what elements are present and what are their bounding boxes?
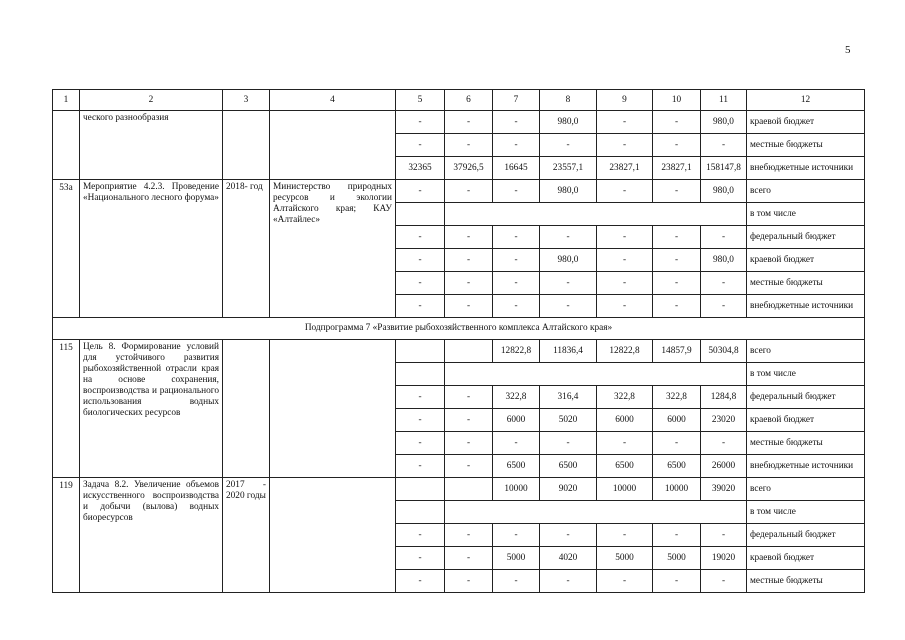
value-cell: 16645 [493,157,540,180]
value-cell: - [540,226,597,249]
row-number: 53а [53,180,80,318]
value-cell: - [396,432,445,455]
funding-source: местные бюджеты [747,134,865,157]
value-cell: 23827,1 [653,157,701,180]
executor-cell [270,340,396,478]
value-cell: - [396,226,445,249]
blank-value-cell [445,501,747,524]
value-cell [445,340,493,363]
funding-source: всего [747,478,865,501]
value-cell: - [445,272,493,295]
blank-value-cell [445,203,747,226]
column-header-7: 7 [493,90,540,111]
funding-source: краевой бюджет [747,547,865,570]
value-cell: 23557,1 [540,157,597,180]
value-cell: 980,0 [701,111,747,134]
subprogram-row [53,318,865,340]
value-cell: - [653,432,701,455]
blank-value-cell [445,363,747,386]
column-header-2: 2 [80,90,223,111]
value-cell: 5000 [653,547,701,570]
value-cell: - [396,386,445,409]
funding-source: местные бюджеты [747,570,865,593]
funding-source: федеральный бюджет [747,386,865,409]
value-cell: - [396,455,445,478]
value-cell: 23020 [701,409,747,432]
value-cell: - [493,295,540,318]
activity-name: Задача 8.2. Увеличение объемов искусственного воспроизводства и добычи (вылова) водных биоресурсов [80,478,223,593]
page-number: 5 [845,44,851,56]
value-cell: - [653,524,701,547]
value-cell [396,478,445,501]
value-cell [445,478,493,501]
funding-source: местные бюджеты [747,272,865,295]
value-cell: - [396,272,445,295]
value-cell: - [445,547,493,570]
value-cell: - [701,524,747,547]
value-cell: - [493,180,540,203]
value-cell: 6000 [597,409,653,432]
value-cell: 980,0 [540,180,597,203]
value-cell: - [445,455,493,478]
value-cell: - [540,524,597,547]
value-cell: - [653,111,701,134]
value-cell: - [445,111,493,134]
value-cell: 980,0 [701,249,747,272]
value-cell: - [597,570,653,593]
executor-cell: Министерство природных ресурсов и экологии Алтайского края; КАУ «Алтайлес» [270,180,396,318]
value-cell: - [597,111,653,134]
value-cell: 158147,8 [701,157,747,180]
value-cell: - [653,272,701,295]
value-cell: - [493,272,540,295]
value-cell: - [597,226,653,249]
value-cell: - [653,180,701,203]
value-cell: 6000 [653,409,701,432]
value-cell: - [597,249,653,272]
value-cell: - [653,249,701,272]
funding-source: краевой бюджет [747,249,865,272]
term-cell: 2018- год [223,180,270,318]
value-cell: 10000 [597,478,653,501]
funding-source: краевой бюджет [747,409,865,432]
value-cell [396,340,445,363]
value-cell: 6500 [540,455,597,478]
value-cell: 10000 [493,478,540,501]
term-cell: 2017 - 2020 годы [223,478,270,593]
value-cell: 980,0 [701,180,747,203]
funding-source: федеральный бюджет [747,524,865,547]
funding-source: местные бюджеты [747,432,865,455]
value-cell: - [701,272,747,295]
column-header-3: 3 [223,90,270,111]
funding-source: всего [747,340,865,363]
value-cell: 322,8 [653,386,701,409]
value-cell: 4020 [540,547,597,570]
table-row [53,340,865,363]
value-cell: - [597,432,653,455]
value-cell: - [653,295,701,318]
activity-name: Мероприятие 4.2.3. Проведение «Национального лесного форума» [80,180,223,318]
row-number: 119 [53,478,80,593]
executor-cell [270,478,396,593]
value-cell: - [396,249,445,272]
term-cell [223,111,270,180]
executor-cell [270,111,396,180]
value-cell: 26000 [701,455,747,478]
funding-source: внебюджетные источники [747,455,865,478]
value-cell: 14857,9 [653,340,701,363]
value-cell: 12822,8 [493,340,540,363]
value-cell: - [701,134,747,157]
value-cell: 23827,1 [597,157,653,180]
value-cell: - [701,570,747,593]
value-cell: - [445,134,493,157]
value-cell: - [493,111,540,134]
value-cell: 980,0 [540,111,597,134]
column-header-6: 6 [445,90,493,111]
value-cell: - [701,295,747,318]
value-cell: - [540,570,597,593]
value-cell: 39020 [701,478,747,501]
row-number [53,111,80,180]
activity-name: Цель 8. Формирование условий для устойчивого развития рыбохозяйственной отрасли края на основе сохранения, воспроизводства и рационального использования водных биологических ресурсов [80,340,223,478]
value-cell: - [445,295,493,318]
column-header-9: 9 [597,90,653,111]
value-cell: - [597,524,653,547]
blank-value-cell [396,501,445,524]
value-cell: 5000 [493,547,540,570]
activity-name: ческого разнообразия [80,111,223,180]
value-cell: 5000 [597,547,653,570]
value-cell: - [445,409,493,432]
blank-value-cell [396,203,445,226]
value-cell: - [653,134,701,157]
column-header-11: 11 [701,90,747,111]
value-cell: - [396,524,445,547]
value-cell: 50304,8 [701,340,747,363]
budget-table [52,89,865,593]
value-cell: 9020 [540,478,597,501]
funding-source: краевой бюджет [747,111,865,134]
value-cell: 19020 [701,547,747,570]
value-cell: 1284,8 [701,386,747,409]
header-row [53,90,865,111]
value-cell: 322,8 [493,386,540,409]
value-cell: - [493,226,540,249]
funding-source: в том числе [747,363,865,386]
value-cell: 10000 [653,478,701,501]
value-cell: - [396,570,445,593]
value-cell: - [445,432,493,455]
value-cell: - [653,226,701,249]
value-cell: - [396,134,445,157]
column-header-5: 5 [396,90,445,111]
table-row [53,111,865,134]
value-cell: - [493,134,540,157]
value-cell: 5020 [540,409,597,432]
value-cell: - [597,272,653,295]
value-cell: 6500 [653,455,701,478]
value-cell: - [540,134,597,157]
value-cell: - [597,295,653,318]
value-cell: 11836,4 [540,340,597,363]
value-cell: - [493,524,540,547]
funding-source: внебюджетные источники [747,295,865,318]
funding-source: всего [747,180,865,203]
value-cell: - [396,111,445,134]
column-header-4: 4 [270,90,396,111]
value-cell: - [597,180,653,203]
funding-source: в том числе [747,203,865,226]
value-cell: 6500 [493,455,540,478]
value-cell: - [396,180,445,203]
value-cell: - [445,570,493,593]
value-cell: 37926,5 [445,157,493,180]
column-header-12: 12 [747,90,865,111]
funding-source: внебюджетные источники [747,157,865,180]
value-cell: - [445,524,493,547]
value-cell: - [701,226,747,249]
value-cell: - [445,226,493,249]
value-cell: 6500 [597,455,653,478]
value-cell: - [540,432,597,455]
column-header-10: 10 [653,90,701,111]
value-cell: - [396,409,445,432]
value-cell: - [493,432,540,455]
blank-value-cell [396,363,445,386]
value-cell: - [445,386,493,409]
value-cell: 322,8 [597,386,653,409]
value-cell: - [396,295,445,318]
term-cell [223,340,270,478]
subprogram-title: Подпрограмма 7 «Развитие рыбохозяйственного комплекса Алтайского края» [53,318,865,340]
value-cell: - [493,249,540,272]
value-cell: 316,4 [540,386,597,409]
value-cell: - [493,570,540,593]
table-row [53,478,865,501]
value-cell: 6000 [493,409,540,432]
funding-source: в том числе [747,501,865,524]
column-header-8: 8 [540,90,597,111]
value-cell: - [701,432,747,455]
value-cell: - [540,295,597,318]
value-cell: - [396,547,445,570]
value-cell: 32365 [396,157,445,180]
value-cell: - [445,249,493,272]
table-row [53,180,865,203]
value-cell: - [445,180,493,203]
row-number: 115 [53,340,80,478]
value-cell: - [653,570,701,593]
column-header-1: 1 [53,90,80,111]
value-cell: - [540,272,597,295]
value-cell: 980,0 [540,249,597,272]
value-cell: 12822,8 [597,340,653,363]
funding-source: федеральный бюджет [747,226,865,249]
value-cell: - [597,134,653,157]
